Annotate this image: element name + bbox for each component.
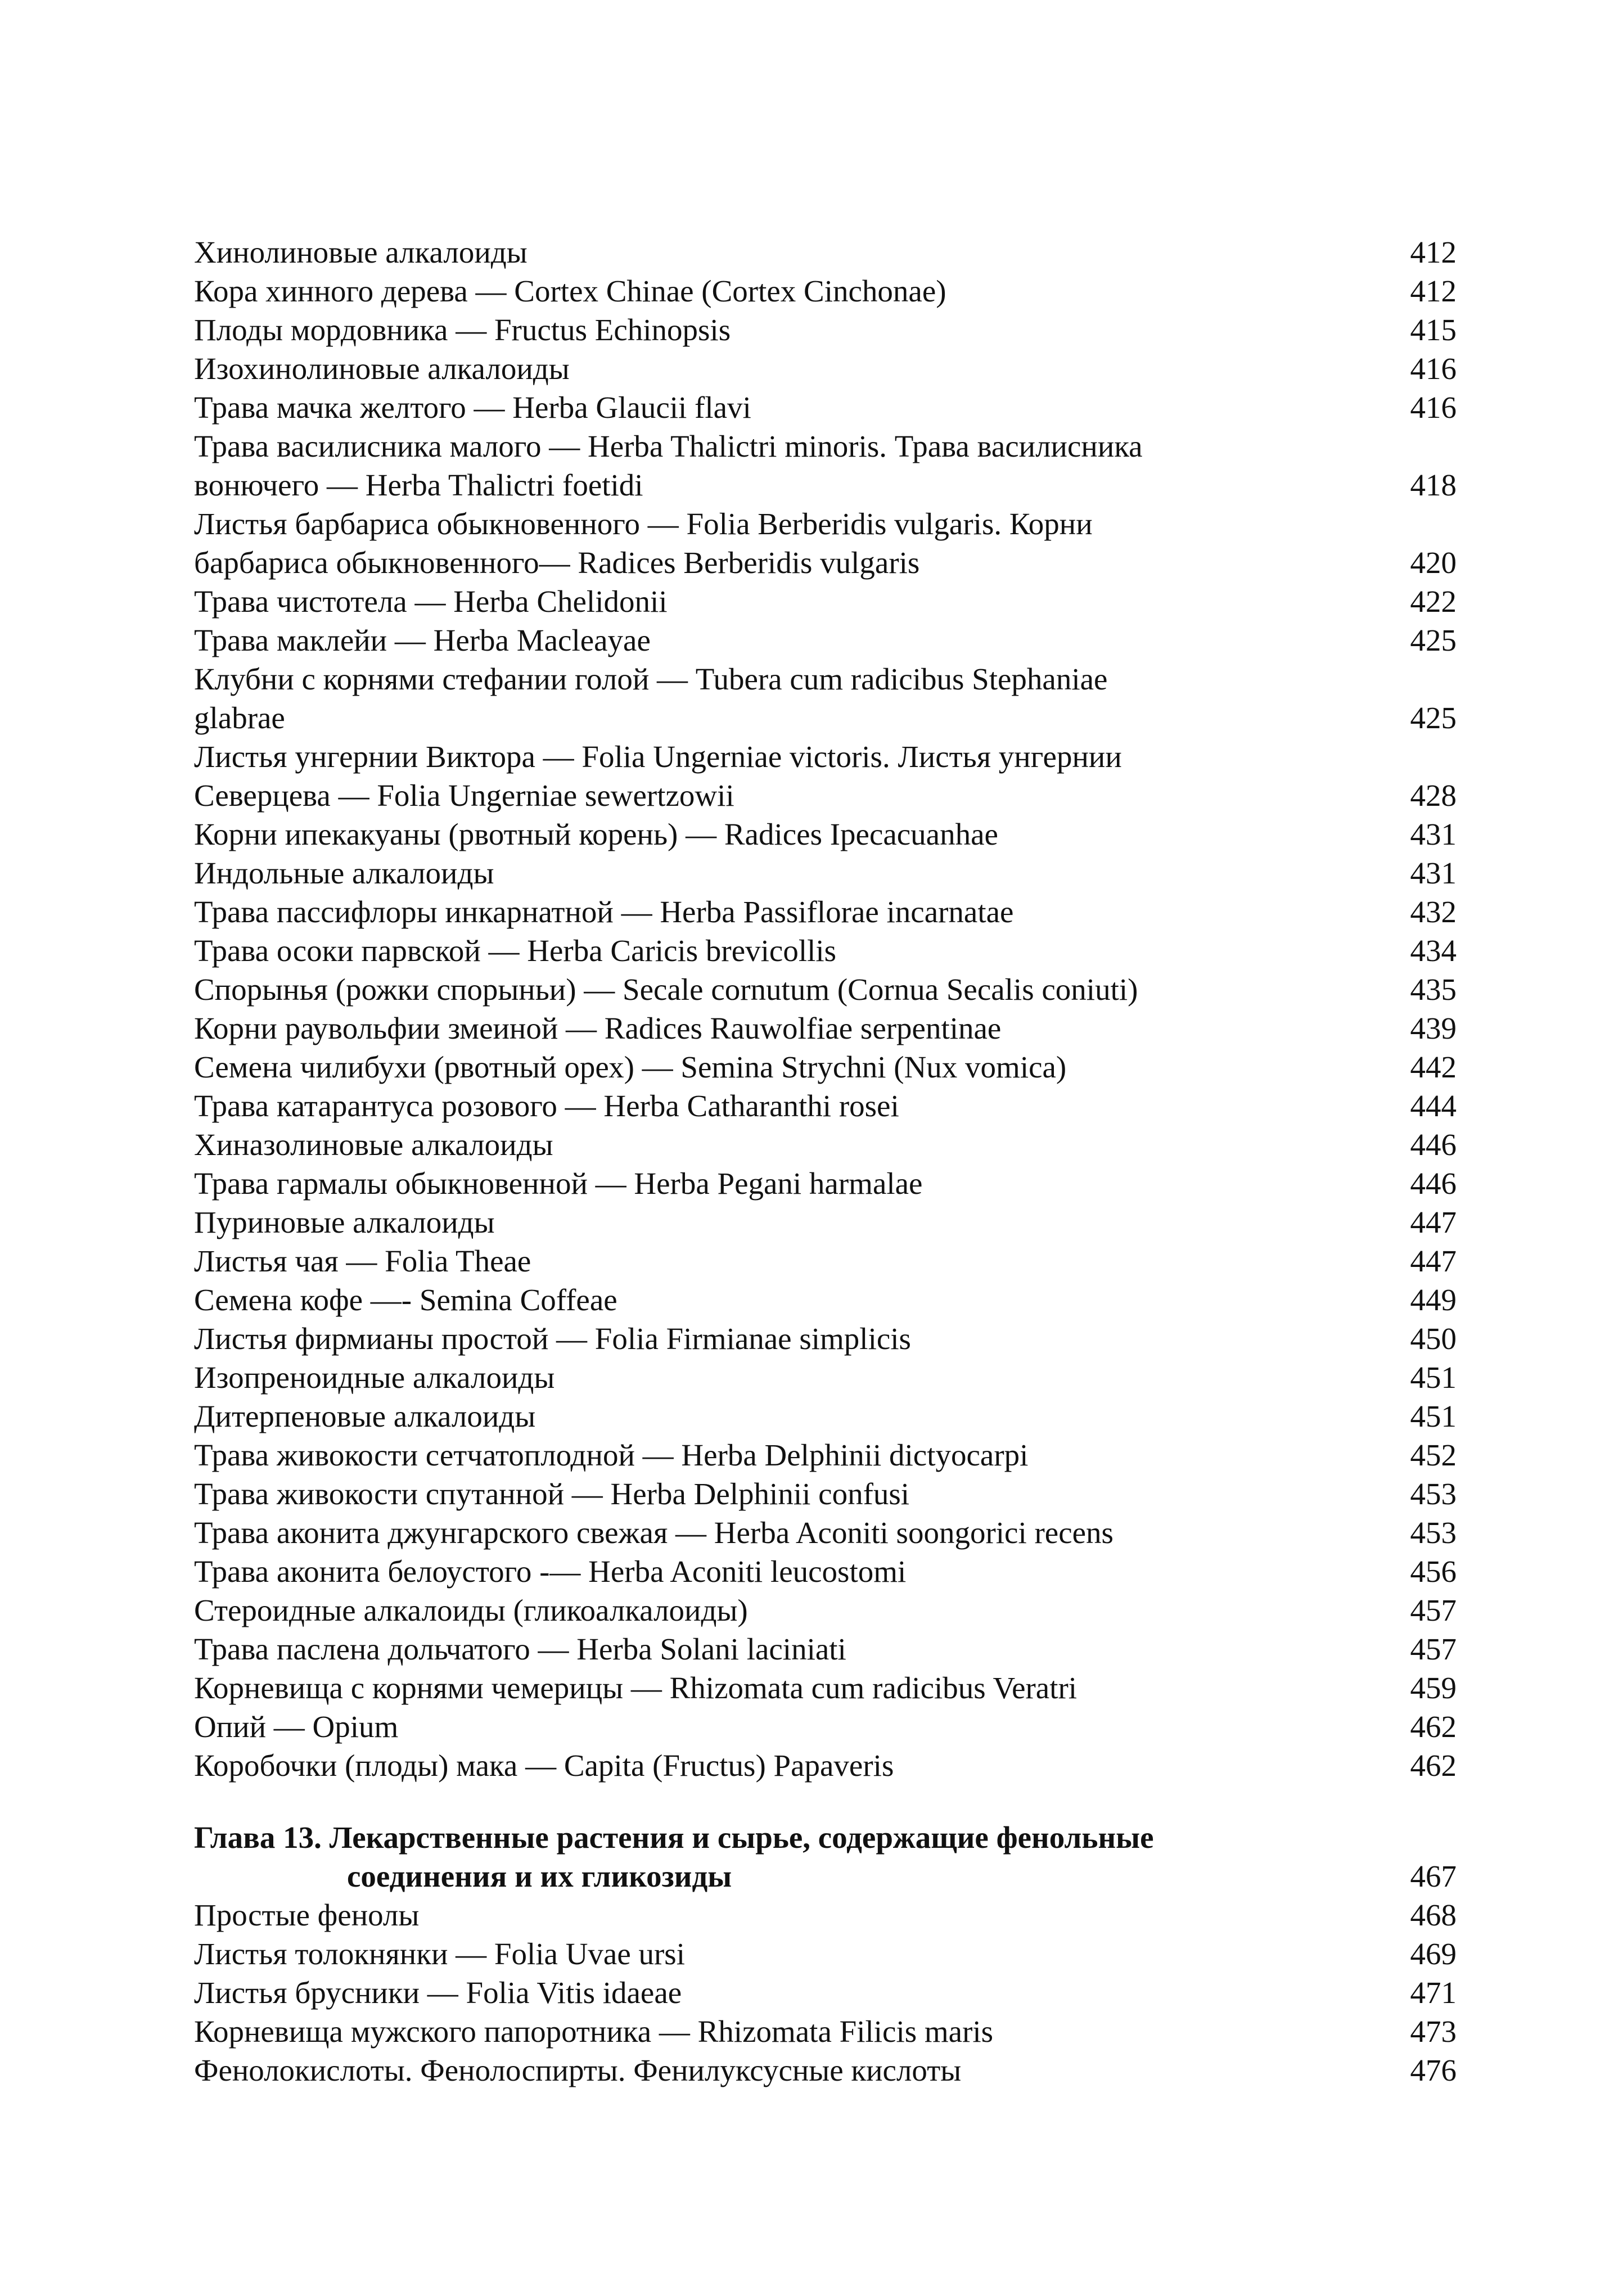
toc-entry-title: Корни ипекакуаны (рвотный корень) — Radices Ipecacuanhae [194, 817, 998, 851]
toc-entry-page: 415 [1410, 313, 1457, 347]
toc-entry-title: Коробочки (плоды) мака — Capita (Fructus) Papaveris [194, 1748, 894, 1783]
toc-entry-title: Семена кофе —- Semina Coffeae [194, 1283, 617, 1317]
toc-entry [194, 388, 1457, 427]
toc-entry [194, 776, 1457, 815]
toc-entry [194, 815, 1457, 854]
toc-entry [194, 1280, 1457, 1319]
toc-entry-page: 432 [1410, 895, 1457, 929]
toc-entry-page: 449 [1410, 1283, 1457, 1317]
toc-entry-title: Трава мачка желтого — Herba Glaucii flavi [194, 390, 751, 425]
toc-entry-title: Опий — Opium [194, 1709, 399, 1744]
toc-entry [194, 1164, 1457, 1203]
toc-entry-page: 451 [1410, 1360, 1457, 1395]
toc-entry-title: Трава маклейи — Herba Macleayae [194, 623, 651, 657]
toc-entry [194, 1203, 1457, 1242]
toc-entry [194, 1896, 1457, 1934]
toc-entry-title: Листья брусники — Folia Vitis idaeae [194, 1975, 682, 2010]
toc-entry-page: 442 [1410, 1050, 1457, 1084]
toc-entry-title: Трава гармалы обыкновенной — Herba Pegani harmalae [194, 1166, 923, 1201]
toc-entry-page: 468 [1410, 1898, 1457, 1932]
toc-entry-title: Фенолокислоты. Фенолоспирты. Фенилуксусные кислоты [194, 2053, 962, 2087]
toc-entry-page: 450 [1410, 1321, 1457, 1356]
toc-entry-title: Хиназолиновые алкалоиды [194, 1127, 553, 1162]
toc-entry-page: 422 [1410, 584, 1457, 619]
toc-entry-title: Хинолиновые алкалоиды [194, 235, 528, 269]
toc-entry [194, 1630, 1457, 1668]
toc-entry-title: Кора хинного дерева — Cortex Chinae (Cortex Cinchonae) [194, 274, 946, 308]
toc-entry [194, 970, 1457, 1009]
toc-entry [194, 543, 1457, 582]
toc-entry [194, 427, 1457, 466]
toc-entry [194, 892, 1457, 931]
toc-entry-title: барбариса обыкновенного— Radices Berberidis vulgaris [194, 545, 920, 580]
toc-entry [194, 1934, 1457, 1973]
toc-entry-page: 444 [1410, 1089, 1457, 1123]
toc-entry [194, 2012, 1457, 2051]
toc-entry-title: Пуриновые алкалоиды [194, 1205, 495, 1239]
toc-entry-page: 420 [1410, 545, 1457, 580]
toc-entry [194, 1591, 1457, 1630]
toc-entry-title: Корневища мужского папоротника — Rhizomata Filicis maris [194, 2014, 994, 2049]
toc-entry-page: 447 [1410, 1244, 1457, 1278]
toc-entry-page: 453 [1410, 1477, 1457, 1511]
toc-entry-page: 434 [1410, 933, 1457, 968]
toc-entry-page: 452 [1410, 1438, 1457, 1472]
toc-entry-title: Трава василисника малого — Herba Thalictri minoris. Трава василисника [194, 429, 1143, 463]
toc-entry [194, 1125, 1457, 1164]
toc-entry-title: Северцева — Folia Ungerniae sewertzowii [194, 778, 734, 813]
toc-entry-page: 471 [1410, 1975, 1457, 2010]
toc-entry-title: Простые фенолы [194, 1898, 420, 1932]
toc-entry-title: Стероидные алкалоиды (гликоалкалоиды) [194, 1593, 748, 1627]
toc-entry [194, 466, 1457, 504]
toc-entry-page: 439 [1410, 1011, 1457, 1045]
toc-entry-title: Листья чая — Folia Theae [194, 1244, 531, 1278]
toc-entry [194, 582, 1457, 621]
toc-entry-title: Семена чилибухи (рвотный орех) — Semina Strychni (Nux vomica) [194, 1050, 1067, 1084]
toc-entry-title: Клубни с корнями стефании голой — Tubera cum radicibus Stephaniae [194, 662, 1108, 696]
toc-entry [194, 1009, 1457, 1048]
toc-entry-page: 469 [1410, 1937, 1457, 1971]
toc-entry-page: 456 [1410, 1554, 1457, 1589]
toc-entry [194, 310, 1457, 349]
toc-entry [194, 2051, 1457, 2090]
toc-entry-page: 459 [1410, 1671, 1457, 1705]
toc-entry [194, 349, 1457, 388]
toc-entry-title: Трава паслена дольчатого — Herba Solani laciniati [194, 1632, 846, 1666]
toc-entry [194, 854, 1457, 892]
toc-entry-title: Листья толокнянки — Folia Uvae ursi [194, 1937, 685, 1971]
toc-entry [194, 660, 1457, 698]
toc-entry [194, 1397, 1457, 1436]
toc-entry-title: Трава пассифлоры инкарнатной — Herba Passiflorae incarnatae [194, 895, 1014, 929]
toc-entry-page: 462 [1410, 1709, 1457, 1744]
toc-entry [194, 1048, 1457, 1086]
chapter-heading-cont [194, 1857, 1457, 1896]
toc-entry-page: 412 [1410, 235, 1457, 269]
toc-entry [194, 1358, 1457, 1397]
toc-entry-page: 457 [1410, 1632, 1457, 1666]
toc-entry-title: Трава живокости сетчатоплодной — Herba Delphinii dictyocarpi [194, 1438, 1029, 1472]
toc-entry-page: 416 [1410, 390, 1457, 425]
toc-entry-page: 431 [1410, 817, 1457, 851]
toc-entry-title: Трава живокости спутанной — Herba Delphinii confusi [194, 1477, 910, 1511]
toc-entry [194, 504, 1457, 543]
toc-entry-page: 473 [1410, 2014, 1457, 2049]
toc-entry-page: 425 [1410, 701, 1457, 735]
toc-entry [194, 1707, 1457, 1746]
toc-entry-title: glabrae [194, 701, 285, 735]
toc-entry [194, 272, 1457, 310]
toc-entry-page: 453 [1410, 1515, 1457, 1550]
toc-entry [194, 1436, 1457, 1474]
toc-entry-title: Трава чистотела — Herba Chelidonii [194, 584, 668, 619]
toc-entry-title: Трава аконита джунгарского свежая — Herba Aconiti soongorici recens [194, 1515, 1113, 1550]
toc-entry [194, 1973, 1457, 2012]
toc-entry-page: 416 [1410, 351, 1457, 386]
toc-entry [194, 1242, 1457, 1280]
toc-entry-page: 476 [1410, 2053, 1457, 2087]
toc-entry-title: Листья унгернии Виктора — Folia Ungerniae victoris. Листья унгернии [194, 739, 1122, 774]
chapter-heading-line-2: соединения и их гликозиды [347, 1859, 732, 1893]
chapter-heading [194, 1818, 1457, 1857]
toc-entry-title: Корни раувольфии змеиной — Radices Rauwolfiae serpentinae [194, 1011, 1002, 1045]
toc-entry-title: Спорынья (рожки спорыньи) — Secale cornutum (Cornua Secalis coniuti) [194, 972, 1138, 1007]
toc-entry-title: Изопреноидные алкалоиды [194, 1360, 555, 1395]
toc-entry-title: Листья барбариса обыкновенного — Folia Berberidis vulgaris. Корни [194, 507, 1093, 541]
toc-entry [194, 698, 1457, 737]
toc-entry [194, 1552, 1457, 1591]
toc-entry-page: 451 [1410, 1399, 1457, 1433]
toc-entry-title: Трава катарантуса розового — Herba Catharanthi rosei [194, 1089, 899, 1123]
toc-entry-title: Плоды мордовника — Fructus Echinopsis [194, 313, 731, 347]
toc-entry-page: 457 [1410, 1593, 1457, 1627]
toc-entry [194, 1513, 1457, 1552]
toc-entry-page: 428 [1410, 778, 1457, 813]
toc-entry-title: вонючего — Herba Thalictri foetidi [194, 468, 643, 502]
toc-entry-title: Трава аконита белоустого -— Herba Aconiti leucostomi [194, 1554, 907, 1589]
chapter-heading-page: 467 [1410, 1859, 1457, 1893]
toc-entry [194, 1319, 1457, 1358]
toc-entry-page: 418 [1410, 468, 1457, 502]
toc-entry-title: Индольные алкалоиды [194, 856, 494, 890]
toc-entry [194, 233, 1457, 272]
toc-entry-page: 431 [1410, 856, 1457, 890]
toc-entry [194, 1746, 1457, 1785]
toc-entry-page: 412 [1410, 274, 1457, 308]
toc-entry-page: 425 [1410, 623, 1457, 657]
toc-entry [194, 1668, 1457, 1707]
toc-entry-title: Корневища с корнями чемерицы — Rhizomata cum radicibus Veratri [194, 1671, 1078, 1705]
toc-entry-page: 462 [1410, 1748, 1457, 1783]
toc-entry-title: Трава осоки парвской — Herba Caricis brevicollis [194, 933, 837, 968]
chapter-heading-line-1: Глава 13. Лекарственные растения и сырье, содержащие фенольные [194, 1820, 1154, 1855]
toc-entry-page: 446 [1410, 1127, 1457, 1162]
toc-entry [194, 1086, 1457, 1125]
toc-entry-page: 446 [1410, 1166, 1457, 1201]
toc-entry [194, 737, 1457, 776]
toc-entry-title: Листья фирмианы простой — Folia Firmianae simplicis [194, 1321, 911, 1356]
toc-entry-page: 435 [1410, 972, 1457, 1007]
toc-entry-page: 447 [1410, 1205, 1457, 1239]
toc-entry-title: Изохинолиновые алкалоиды [194, 351, 570, 386]
toc-entry [194, 1474, 1457, 1513]
toc-entry [194, 931, 1457, 970]
toc-entry-title: Дитерпеновые алкалоиды [194, 1399, 536, 1433]
toc-entry [194, 621, 1457, 660]
